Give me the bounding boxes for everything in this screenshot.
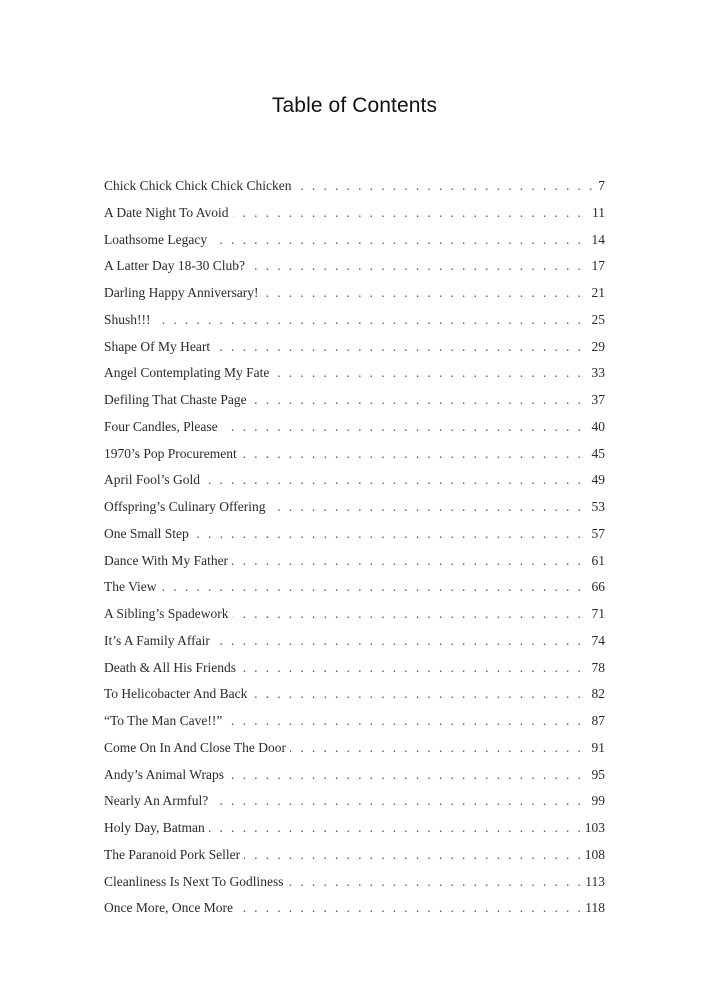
toc-entry[interactable] [104,842,605,869]
toc-entry-page-number: 82 [588,681,606,708]
toc-entry[interactable] [104,387,605,414]
toc-entry[interactable] [104,280,605,307]
page-title: Table of Contents [271,94,438,118]
toc-entry-title: The View [104,574,161,601]
toc-entry-title: Shush!!! [104,307,155,334]
toc-entry[interactable] [104,869,605,896]
toc-entry-title: Holy Day, Batman [104,815,209,842]
toc-entry-page-number: 37 [588,387,606,414]
toc-entry-page-number: 14 [588,227,606,254]
toc-entry-page-number: 49 [588,467,606,494]
toc-entry-page-number: 61 [588,548,606,575]
toc-entry[interactable] [104,200,605,227]
toc-entry-title: April Fool’s Gold [104,467,204,494]
toc-entry-title: The Paranoid Pork Seller [104,842,244,869]
toc-entry[interactable] [104,788,605,815]
toc-entry-page-number: 7 [594,173,605,200]
toc-entry-page-number: 78 [588,655,606,682]
toc-entry-title: Shape Of My Heart [104,334,214,361]
toc-entry-page-number: 91 [588,735,606,762]
toc-entry[interactable] [104,895,605,922]
toc-entry-page-number: 57 [588,521,606,548]
toc-entry-page-number: 53 [588,494,606,521]
toc-entry-page-number: 45 [588,441,606,468]
toc-entry-title: One Small Step [104,521,193,548]
toc-entry-title: It’s A Family Affair [104,628,214,655]
toc-entry-title: Death & All His Friends [104,655,240,682]
toc-entry[interactable] [104,521,605,548]
toc-entry-page-number: 11 [588,200,605,227]
toc-entry-title: Come On In And Close The Door [104,735,290,762]
toc-entry-title: Defiling That Chaste Page [104,387,251,414]
toc-entry-page-number: 99 [588,788,606,815]
toc-entry-title: Offspring’s Culinary Offering [104,494,269,521]
toc-entry-title: Nearly An Armful? [104,788,212,815]
toc-entry-title: A Date Night To Avoid [104,200,233,227]
toc-entry-page-number: 95 [588,762,606,789]
toc-entry[interactable] [104,681,605,708]
toc-entry-title: Loathsome Legacy [104,227,211,254]
toc-entry-page-number: 33 [588,360,606,387]
toc-entry[interactable] [104,628,605,655]
toc-entry[interactable] [104,414,605,441]
toc-entry-page-number: 17 [588,253,606,280]
toc-entry-page-number: 103 [581,815,605,842]
toc-entry[interactable] [104,574,605,601]
toc-entry-title: Angel Contemplating My Fate [104,360,273,387]
table-of-contents [104,173,605,922]
toc-entry[interactable] [104,735,605,762]
toc-entry[interactable] [104,762,605,789]
toc-entry[interactable] [104,548,605,575]
toc-entry-title: A Sibling’s Spadework [104,601,233,628]
toc-entry-page-number: 71 [588,601,606,628]
toc-entry[interactable] [104,360,605,387]
toc-entry-title: Chick Chick Chick Chick Chicken [104,173,295,200]
toc-entry[interactable] [104,494,605,521]
toc-entry-title: 1970’s Pop Procurement [104,441,241,468]
toc-entry-page-number: 29 [588,334,606,361]
toc-entry-title: A Latter Day 18-30 Club? [104,253,249,280]
toc-entry[interactable] [104,467,605,494]
toc-entry[interactable] [104,708,605,735]
toc-entry-title: Once More, Once More [104,895,237,922]
toc-entry[interactable] [104,334,605,361]
toc-entry-title: Dance With My Father [104,548,232,575]
toc-entry-title: Cleanliness Is Next To Godliness [104,869,288,896]
toc-entry[interactable] [104,227,605,254]
toc-entry-page-number: 118 [581,895,605,922]
toc-entry[interactable] [104,441,605,468]
toc-entry[interactable] [104,253,605,280]
toc-entry[interactable] [104,307,605,334]
toc-entry-page-number: 113 [581,869,605,896]
toc-entry-page-number: 74 [588,628,606,655]
toc-entry[interactable] [104,601,605,628]
toc-entry[interactable] [104,173,605,200]
toc-entry[interactable] [104,655,605,682]
toc-entry-page-number: 87 [588,708,606,735]
toc-entry-page-number: 66 [588,574,606,601]
toc-entry-title: To Helicobacter And Back [104,681,251,708]
toc-entry-title: Four Candles, Please [104,414,222,441]
toc-entry-page-number: 25 [588,307,606,334]
toc-entry-page-number: 21 [588,280,606,307]
toc-entry-title: Darling Happy Anniversary! [104,280,262,307]
toc-entry-title: Andy’s Animal Wraps [104,762,228,789]
toc-entry-page-number: 108 [581,842,605,869]
toc-entry[interactable] [104,815,605,842]
toc-entry-page-number: 40 [588,414,606,441]
toc-entry-title: “To The Man Cave!!” [104,708,226,735]
